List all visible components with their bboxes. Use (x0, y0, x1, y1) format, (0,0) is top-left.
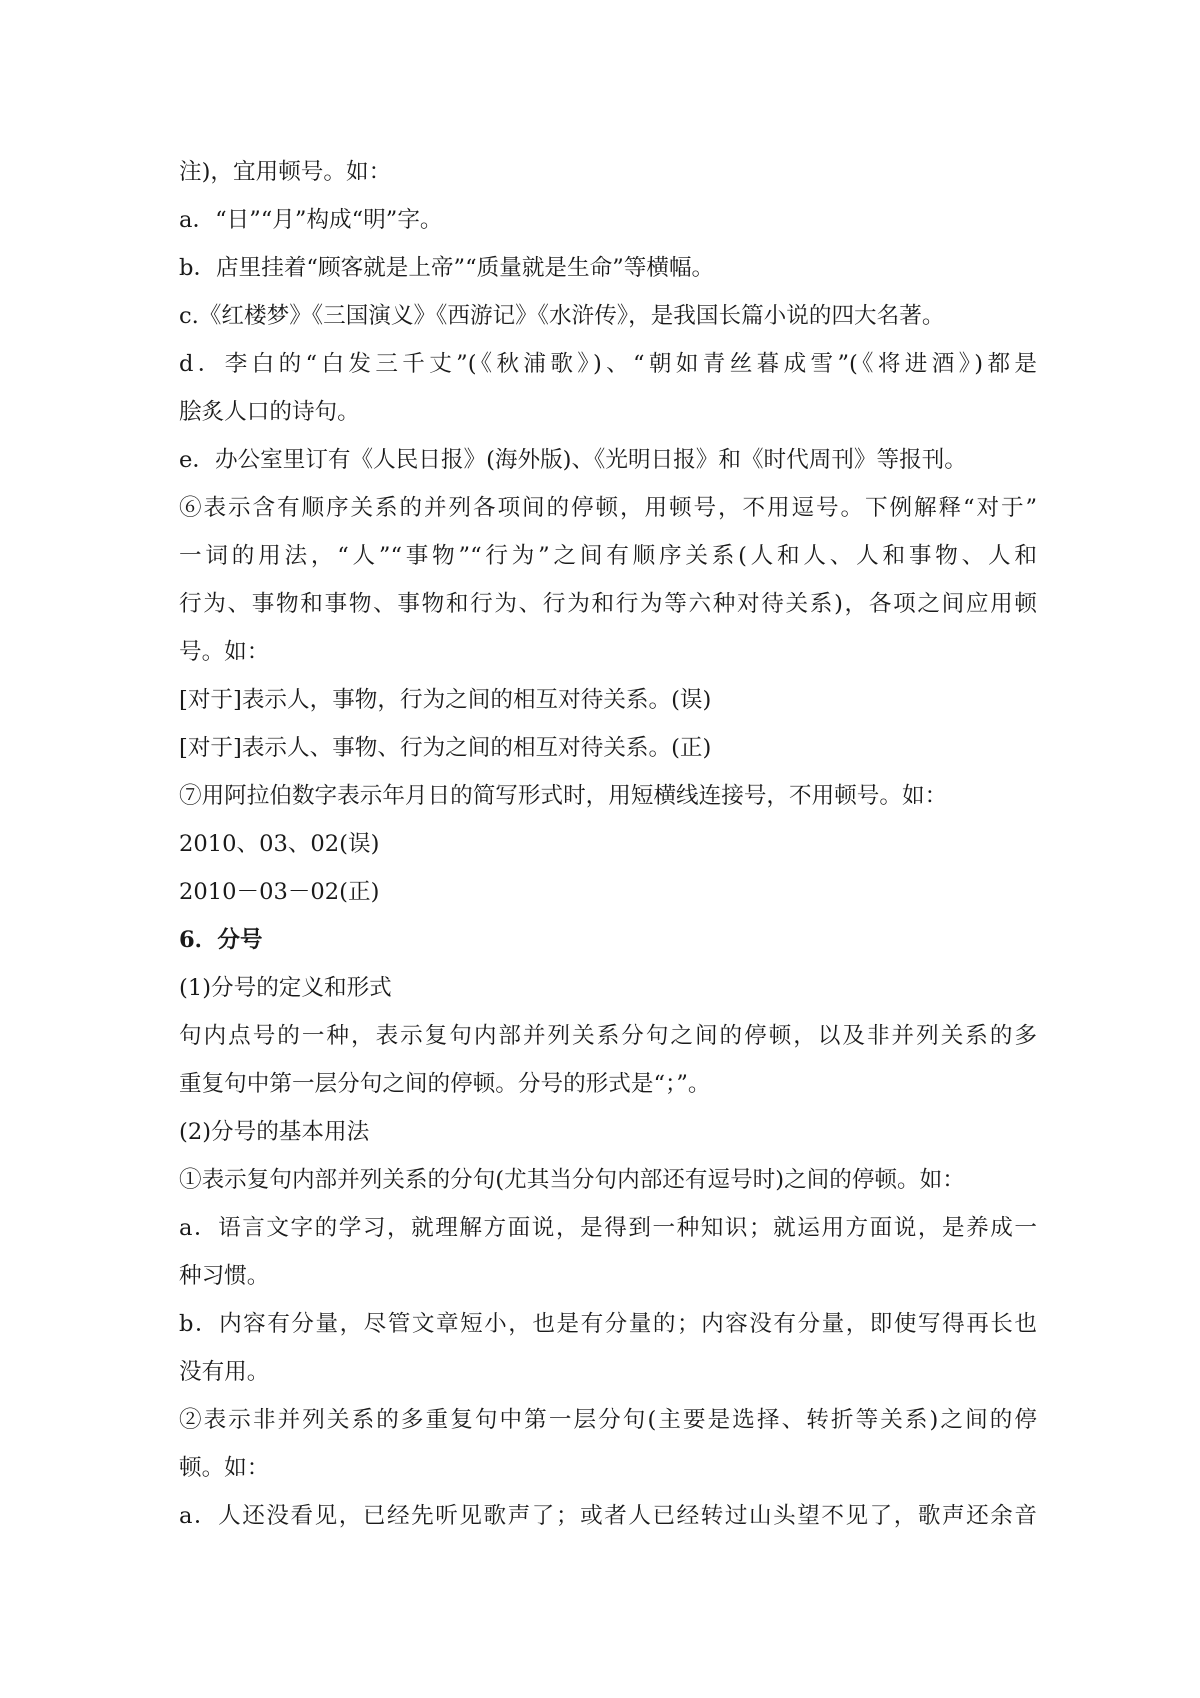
text-line: d．李白的“白发三千丈”(《秋浦歌》)、“朝如青丝暮成雪”(《将进酒》)都是 (179, 351, 1037, 377)
text-line: e．办公室里订有《人民日报》(海外版)、《光明日报》和《时代周刊》等报刊。 (179, 447, 967, 473)
section-heading: 6．分号 (179, 927, 263, 953)
document-body (179, 148, 1037, 1540)
text-line: ⑦用阿拉伯数字表示年月日的简写形式时，用短横线连接号，不用顿号。如： (179, 783, 948, 809)
text-line: (2)分号的基本用法 (179, 1119, 370, 1145)
text-line: 重复句中第一层分句之间的停顿。分号的形式是“；”。 (179, 1071, 711, 1097)
text-line: 2010－03－02(正) (179, 879, 380, 905)
text-line: 行为、事物和事物、事物和行为、行为和行为等六种对待关系)，各项之间应用顿 (179, 591, 1037, 617)
text-line: 脍炙人口的诗句。 (179, 399, 360, 425)
text-line: (1)分号的定义和形式 (179, 975, 392, 1001)
text-line: a．“日”“月”构成“明”字。 (179, 207, 443, 233)
text-line: ①表示复句内部并列关系的分句(尤其当分句内部还有逗号时)之间的停顿。如： (179, 1167, 965, 1193)
text-line: 一词的用法，“人”“事物”“行为”之间有顺序关系(人和人、人和事物、人和 (179, 543, 1037, 569)
text-line: b．内容有分量，尽管文章短小，也是有分量的；内容没有分量，即使写得再长也 (179, 1311, 1037, 1337)
text-line: 号。如： (179, 639, 270, 665)
text-line: b．店里挂着“顾客就是上帝”“质量就是生命”等横幅。 (179, 255, 715, 281)
text-line: 注)，宜用顿号。如： (179, 159, 392, 185)
text-line: a．语言文字的学习，就理解方面说，是得到一种知识；就运用方面说，是养成一 (179, 1215, 1037, 1241)
text-line: 句内点号的一种，表示复句内部并列关系分句之间的停顿，以及非并列关系的多 (179, 1023, 1037, 1049)
text-line: a．人还没看见，已经先听见歌声了；或者人已经转过山头望不见了，歌声还余音 (179, 1503, 1037, 1529)
text-line: 种习惯。 (179, 1263, 270, 1289)
text-line: [对于]表示人、事物、行为之间的相互对待关系。(正) (179, 735, 712, 761)
text-line: ②表示非并列关系的多重复句中第一层分句(主要是选择、转折等关系)之间的停 (179, 1407, 1037, 1433)
text-line: c.《红楼梦》《三国演义》《西游记》《水浒传》，是我国长篇小说的四大名著。 (179, 303, 945, 329)
text-line: 没有用。 (179, 1359, 270, 1385)
text-line: 2010、03、02(误) (179, 831, 380, 857)
text-line: [对于]表示人，事物，行为之间的相互对待关系。(误) (179, 687, 712, 713)
text-line: 顿。如： (179, 1455, 270, 1481)
text-line: ⑥表示含有顺序关系的并列各项间的停顿，用顿号，不用逗号。下例解释“对于” (179, 495, 1037, 521)
